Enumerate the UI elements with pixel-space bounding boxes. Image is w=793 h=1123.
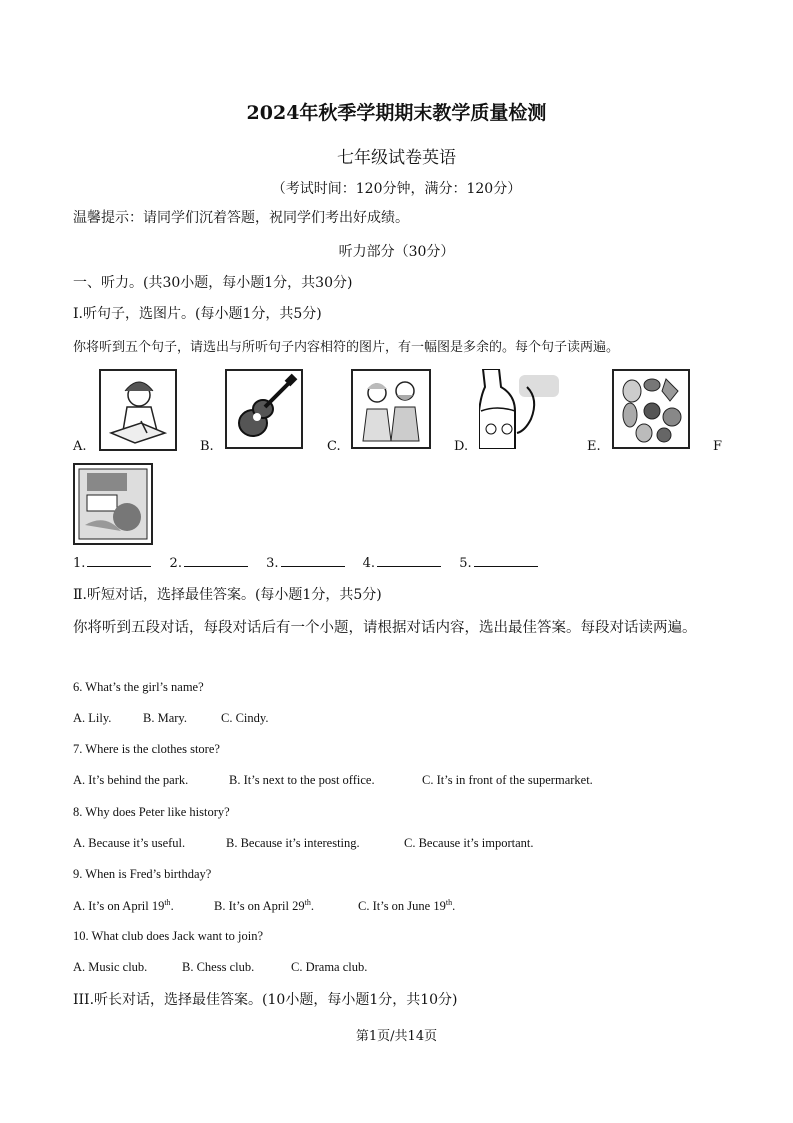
girl-writing-icon: [99, 369, 177, 451]
part2-title: Ⅱ.听短对话，选择最佳答案。(每小题1分，共5分): [73, 587, 382, 603]
answer-blank-4[interactable]: [377, 554, 441, 567]
answer-blanks: [73, 554, 538, 571]
part2-instruction: 你将听到五段对话，每段对话后有一个小题，请根据对话内容，选出最佳答案。每段对话读两遍。: [73, 620, 697, 636]
question-8: 8. Why does Peter like history?: [73, 805, 230, 819]
image-label-b: B.: [200, 439, 214, 454]
part1-title: Ⅰ.听句子，选图片。(每小题1分，共5分): [73, 306, 322, 322]
option-10b[interactable]: B. Chess club.: [182, 960, 255, 974]
option-9a[interactable]: A. It’s on April 19th.: [73, 898, 174, 914]
option-8a[interactable]: A. Because it’s useful.: [73, 836, 186, 850]
vegetables-icon: [612, 369, 690, 449]
option-9c[interactable]: C. It’s on June 19th.: [358, 898, 456, 914]
listening-heading: 听力部分（30分）: [338, 244, 455, 260]
answer-blank-3[interactable]: [281, 554, 345, 567]
option-8b[interactable]: B. Because it’s interesting.: [226, 836, 360, 850]
option-6c[interactable]: C. Cindy.: [221, 711, 269, 725]
image-label-f: F: [713, 439, 723, 454]
image-label-d: D.: [454, 439, 469, 454]
option-10c[interactable]: C. Drama club.: [291, 960, 368, 974]
old-couple-icon: [351, 369, 431, 449]
page-footer: 第1页/共14页: [355, 1029, 438, 1044]
question-9: 9. When is Fred’s birthday?: [73, 867, 212, 881]
answer-blank-5[interactable]: [474, 554, 538, 567]
option-9b[interactable]: B. It’s on April 29th.: [214, 898, 314, 914]
answer-blank-2[interactable]: [184, 554, 248, 567]
chinese-book-icon: [73, 463, 153, 545]
section-title: 一、听力。(共30小题，每小题1分，共30分): [73, 275, 353, 291]
exam-subtitle: 七年级试卷英语: [337, 148, 456, 168]
blank-label: 1.: [73, 556, 86, 571]
blank-label: 4.: [362, 556, 376, 571]
option-6a[interactable]: A. Lily.: [73, 711, 112, 725]
exam-meta: （考试时间：120分钟，满分：120分）: [271, 181, 522, 197]
blank-label: 5.: [459, 556, 472, 571]
exam-tip: 温馨提示：请同学们沉着答题，祝同学们考出好成绩。: [73, 210, 409, 226]
exam-title: 2024年秋季学期期末教学质量检测: [246, 102, 547, 124]
part1-instruction: 你将听到五个句子，请选出与所听句子内容相符的图片，有一幅图是多余的。每个句子读两遍。: [73, 340, 620, 355]
option-7b[interactable]: B. It’s next to the post office.: [229, 773, 375, 787]
option-7c[interactable]: C. It’s in front of the supermarket.: [422, 773, 593, 787]
blank-label: 3.: [266, 556, 279, 571]
bottle-icon: [479, 369, 563, 449]
image-label-e: E.: [587, 439, 601, 454]
option-6b[interactable]: B. Mary.: [143, 711, 187, 725]
question-7: 7. Where is the clothes store?: [73, 742, 220, 756]
option-8c[interactable]: C. Because it’s important.: [404, 836, 534, 850]
option-10a[interactable]: A. Music club.: [73, 960, 148, 974]
option-7a[interactable]: A. It’s behind the park.: [73, 773, 189, 787]
image-label-a: A.: [73, 439, 87, 454]
part3-title: III.听长对话，选择最佳答案。(10小题，每小题1分，共10分): [73, 992, 458, 1008]
question-6: 6. What’s the girl’s name?: [73, 680, 204, 694]
answer-blank-1[interactable]: [87, 554, 151, 567]
question-10: 10. What club does Jack want to join?: [73, 929, 264, 943]
guitar-icon: [225, 369, 303, 449]
image-label-c: C.: [327, 439, 341, 454]
blank-label: 2.: [169, 556, 182, 571]
